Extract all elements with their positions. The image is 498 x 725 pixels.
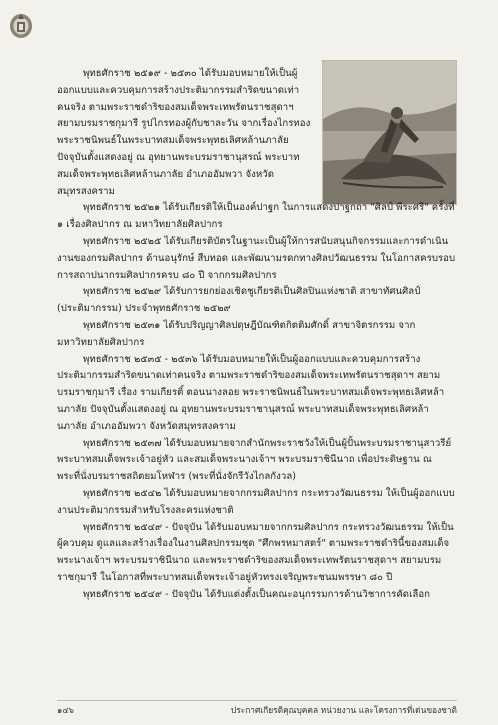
seal-emblem-icon [8,10,34,40]
paragraph-6: พุทธศักราช ๒๕๓๕ - ๒๕๓๖ ได้รับมอบหมายให้เป็นผู้ออกแบบและควบคุมการสร้างประติมากรรมสำริดขนาดเท่าคนจริง ตามพระราชดำริของสมเด็จพระเทพรัตนราชสุดาฯ สยามบรมราชกุมารี เรื่อง รามเกียรติ์ ตอนนางลอย พระราชนิพนธ์ในพระบาทสมเด็จพระพุทธเลิศหล้านภาลัย ปัจจุบันตั้งแสดงอยู่ ณ อุทยานพระบรมราชานุสรณ์ พระบาทสมเด็จพระพุทธเลิศหล้านภาลัย อำเภออัมพวา จังหวัดสมุทรสงคราม [57,353,445,432]
paragraph-7: พุทธศักราช ๒๕๓๗ ได้รับมอบหมายจากสำนักพระราชวังให้เป็นผู้ปั้นพระบรมราชานุสาวรีย์พระบาทสมเด็จพระเจ้าอยู่หัว และสมเด็จพระนางเจ้าฯ พระบรมราชินีนาถ เพื่อประดิษฐาน ณ พระที่นั่งบรมราชสถิตยมโหฬาร (พระที่นั่งจักรีวังไกลกังวล) [57,437,452,483]
paragraph-4: พุทธศักราช ๒๕๒๙ ได้รับการยกย่องเชิดชูเกียรติเป็นศิลปินแห่งชาติ สาขาทัศนศิลป์ (ประติมากรรม) ประจำพุทธศักราช ๒๕๒๙ [57,286,421,315]
footer-divider [57,700,457,701]
body-text [57,66,457,604]
paragraph-5: พุทธศักราช ๒๕๓๑ ได้รับปริญญาศิลปดุษฎีบัณฑิตกิตติมศักดิ์ สาขาจิตรกรรม จากมหาวิทยาลัยศิลปากร [57,319,416,348]
paragraph-9: พุทธศักราช ๒๕๔๙ - ปัจจุบัน ได้รับมอบหมายจากกรมศิลปากร กระทรวงวัฒนธรรม ให้เป็นผู้ควบคุม ดูแลและสร้างเรื่องในงานศิลปกรรมชุด "ศึกพรหมาสตร์" ตามพระราชดำรินี้ของสมเด็จพระนางเจ้าฯ พระบรมราชินีนาถ และพระราชดำริของสมเด็จพระเทพรัตนราชสุดาฯ สยามบรมราชกุมารี ในโอกาสที่พระบาทสมเด็จพระเจ้าอยู่หัวทรงเจริญพระชนมพรรษา ๘๐ ปี [57,521,454,583]
page-number: ๑๔๖ [57,705,74,715]
paragraph-2: พุทธศักราช ๒๕๒๑ ได้รับเกียรติให้เป็นองค์ปาฐก ในการแสดงปาฐกถา "ศิลป์ พีระศรี" ครั้งที่ ๑ เรื่องศิลปากร ณ มหาวิทยาลัยศิลปากร [57,202,455,231]
paragraph-3: พุทธศักราช ๒๕๒๕ ได้รับเกียรติบัตรในฐานะเป็นผู้ให้การสนับสนุนกิจกรรมและการดำเนินงานของกรมศิลปากร ด้านอนุรักษ์ สืบทอด และพัฒนามรดกทางศิลปวัฒนธรรม ในโอกาสครบรอบการสถาปนากรมศิลปากรครบ ๘๐ ปี จากกรมศิลปากร [57,235,456,281]
paragraph-1: พุทธศักราช ๒๕๑๙ - ๒๕๓๐ ได้รับมอบหมายให้เป็นผู้ออกแบบและควบคุมการสร้างประติมากรรมสำริดขนาดเท่าคนจริง ตามพระราชดำริของสมเด็จพระเทพรัตนราชสุดาฯ สยามบรมราชกุมารี รูปไกรทองผู้กับชาละวัน จากเรื่องไกรทอง พระราชนิพนธ์ในพระบาทสมเด็จพระพุทธเลิศหล้านภาลัย ปัจจุบันตั้งแสดงอยู่ ณ อุทยานพระบรมราชานุสรณ์ พระบาทสมเด็จพระพุทธเลิศหล้านภาลัย อำเภออัมพวา จังหวัดสมุทรสงคราม [57,68,311,197]
running-title: ประกาศเกียรติคุณบุคคล หน่วยงาน และโครงการที่เด่นของชาติ [230,705,457,715]
paragraph-10: พุทธศักราช ๒๕๔๙ - ปัจจุบัน ได้รับแต่งตั้งเป็นคณะอนุกรรมการด้านวิชาการคัดเลือก [83,588,431,600]
page-footer [57,703,457,717]
paragraph-8: พุทธศักราช ๒๕๔๒ ได้รับมอบหมายจากกรมศิลปากร กระทรวงวัฒนธรรม ให้เป็นผู้ออกแบบงานประติมากรรมสำหรับโรงละครแห่งชาติ [57,487,455,516]
